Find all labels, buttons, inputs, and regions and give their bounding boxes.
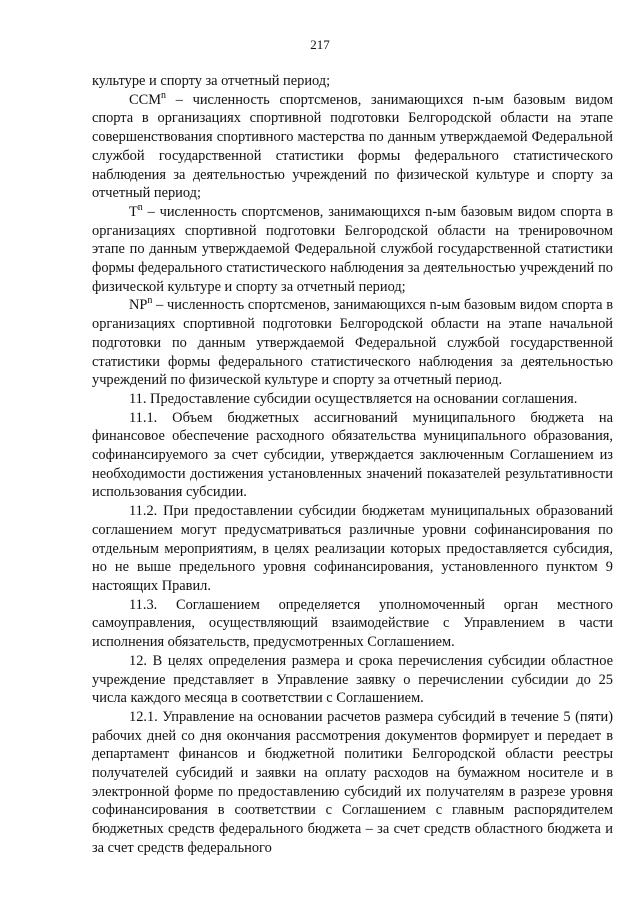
clause-12: 12. В целях определения размера и срока перечисления субсидии областное учреждение представляет в Управление заявку о перечислении субсидии до 25 числа каждого месяца в соответствии с Соглашением. (92, 652, 613, 707)
formula-symbol: ССМ (129, 91, 161, 108)
page-number: 217 (310, 37, 330, 52)
paragraph-continuation (92, 72, 613, 91)
clause-11-1: 11.1. Объем бюджетных ассигнований муниципального бюджета на финансовое обеспечение расходного обязательства муниципального образования, софинансируемого за счет субсидии, утверждается заключенным Соглашением из необходимости достижения установленных значений показателей результативности использования субсидии. (92, 409, 613, 501)
document-body (92, 72, 613, 858)
definition-text: – численность спортсменов, занимающихся n-ым базовым видом спорта в организациях спортивной подготовки Белгородской области на этапе начальной подготовки по данным утверждаемой Федеральной службой государственной статистики формы федерального статистического наблюдения за деятельностью учреждений по физической культуре и спорту за отчетный период. (92, 297, 613, 389)
formula-symbol: Т (129, 203, 138, 220)
definition-ssm (92, 91, 613, 203)
formula-superscript: n (161, 89, 166, 101)
definition-np (92, 296, 613, 390)
definition-t (92, 203, 613, 297)
formula-superscript: n (137, 201, 143, 213)
definition-text: – численность спортсменов, занимающихся n-ым базовым видом спорта в организациях спортивной подготовки Белгородской области на этапе совершенствования спортивного мастерства по данным утверждаемой Федеральной службой государственной статистики формы федерального статистического наблюдения за деятельностью учреждений по физической культуре и спорту за отчетный период; (92, 91, 613, 202)
clause-11-2: 11.2. При предоставлении субсидии бюджетам муниципальных образований соглашением могут предусматриваться различные уровни софинансирования по отдельным мероприятиям, в целях реализации которых предоставляется субсидия, но не выше предельного уровня софинансирования, установленного пунктом 9 настоящих Правил. (92, 503, 613, 594)
formula-symbol: NP (129, 297, 148, 314)
clause-11: 11. Предоставление субсидии осуществляется на основании соглашения. (129, 390, 578, 407)
clause-12-1: 12.1. Управление на основании расчетов размера субсидий в течение 5 (пяти) рабочих дней со дня окончания рассмотрения документов формирует и передает в департамент финансов и бюджетной политики Белгородской области реестры получателей субсидий и заявки на оплату расходов на бумажном носителе и в электронной форме по предоставлению субсидий их получателям в разрезе уровня софинансирования в соответствии с Соглашением с главным распорядителем бюджетных средств федерального бюджета – за счет средств областного бюджета и за счет средств федерального (92, 708, 613, 856)
paragraph-text: культуре и спорту за отчетный период; (92, 73, 331, 89)
clause-11-3: 11.3. Соглашением определяется уполномоченный орган местного самоуправления, осуществляющий взаимодействие с Управлением в части исполнения обязательств, предусмотренных Соглашением. (92, 596, 613, 651)
definition-text: – численность спортсменов, занимающихся n-ым базовым видом спорта в организациях спортивной подготовки Белгородской области на тренировочном этапе по данным утверждаемой Федеральной службой государственной статистики формы федерального статистического наблюдения за деятельностью учреждений по физической культуре и спорту за отчетный период; (92, 203, 613, 295)
formula-superscript: n (147, 295, 153, 307)
